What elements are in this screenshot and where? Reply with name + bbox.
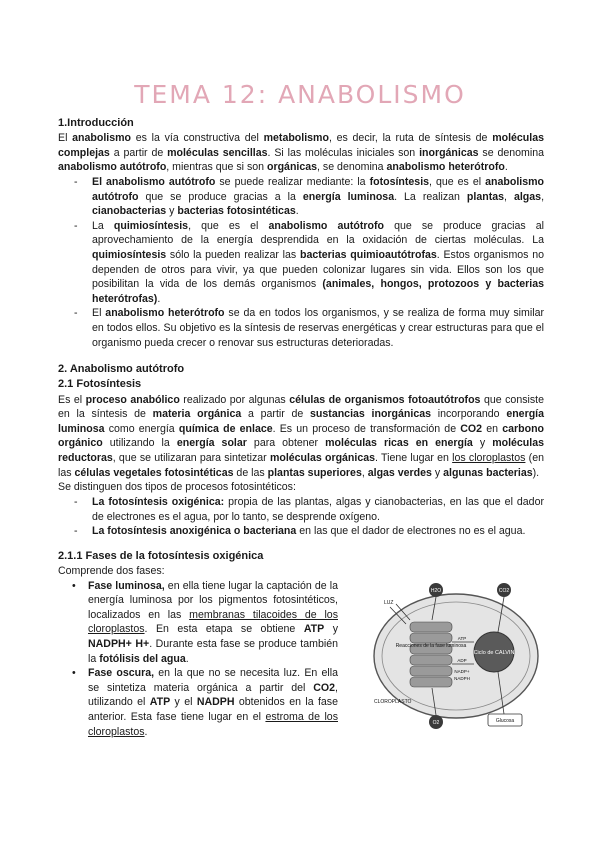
glucose-label: Glucosa [495,717,515,724]
h2o-label: H2O [430,587,442,594]
list-item-anoxigenica: - La fotosíntesis anoxigénica o bacteriana en las que el dador de electrones no es el agua. [92,524,544,539]
luz-label: LUZ [384,599,394,606]
phases-block [58,564,544,739]
types-intro: Se distinguen dos tipos de procesos fotosintéticos: [58,481,296,494]
nadph-label: NADPH [454,675,470,681]
list-item-heterotrofo: - El anabolismo heterótrofo se da en todos los organismos, y se realiza de forma muy similar en todos ellos. Su objetivo es la síntesis de reservas energéticas y crear estructuras para que el organismo pueda crecer o renovar sus estructuras deterioradas. [92,306,544,350]
phases-list [58,579,338,740]
co2-label: CO2 [498,587,510,594]
nadp-label: NADP+ [454,668,470,674]
list-item-autotrofo: - El anabolismo autótrofo se puede realizar mediante: la fotosíntesis, que es el anabolismo autótrofo que se produce gracias a la energía luminosa. La realizan plantas, algas, cianobacterias y bacterias fotosintéticas. [92,175,544,219]
adp-label: ADP [457,657,467,663]
subsection-heading-fotosintesis: 2.1 Fotosíntesis [58,378,142,391]
page-title: TEMA 12: ANABOLISMO [134,80,466,109]
list-item-fase-luminosa: • Fase luminosa, en ella tiene lugar la captación de la energía luminosa por los pigmentos fotosintéticos, localizados en las membranas tilacoides de los cloroplastos. En esta etapa se obtiene ATP y NADPH+ H+. Durante esta fase se produce también la fotólisis del agua. [88,579,338,667]
subsection-heading-fases: 2.1.1 Fases de la fotosíntesis oxigénica [58,549,264,562]
chloroplast-diagram [370,580,546,730]
fotosintesis-paragraph: Es el proceso anabólico realizado por algunas células de organismos fotoautótrofos que consiste en la síntesis de materia orgánica a partir de sustancias inorgánicas incorporando energía luminosa como energía química de enlace. Es un proceso de transformación de CO2 en carbono orgánico utilizando la energía solar para obtener moléculas ricas en energía y moléculas reductoras, que se utilizaran para sintetizar moléculas orgánicas. Tiene lugar en los cloroplastos (en las células vegetales fotosintéticas de las plantas superiores, algas verdes y algunas bacterias). [58,393,545,479]
phases-text [58,564,338,739]
phases-intro: Comprende dos fases: [58,564,165,577]
thylakoid-label: Reacciones de la fase luminosa [395,642,467,649]
o2-label: O2 [432,719,440,726]
chloroplast-label: CLOROPLASTO [374,698,412,705]
types-list [58,495,544,539]
intro-list [58,175,544,350]
document-content [58,116,544,739]
list-item-fase-oscura: • Fase oscura, en la que no se necesita luz. En ella se sintetiza materia orgánica a partir del CO2, utilizando el ATP y el NADPH obtenidos en la fase anterior. Esta fase tiene lugar en el estroma de los cloroplastos. [88,666,338,739]
calvin-label: Ciclo de CALVIN [473,649,515,656]
section-heading-autotrofo: 2. Anabolismo autótrofo [58,363,185,376]
list-item-oxigenica: - La fotosíntesis oxigénica: propia de las plantas, algas y cianobacterias, en las que el dador de electrones es el agua, por lo tanto, se desprende oxígeno. [92,495,544,524]
intro-paragraph: El anabolismo es la vía constructiva del metabolismo, es decir, la ruta de síntesis de moléculas complejas a partir de moléculas sencillas. Si las moléculas iniciales son inorgánicas se denomina anabolismo autótrofo, mientras que si son orgánicas, se denomina anabolismo heterótrofo. [58,132,545,174]
atp-label: ATP [457,635,467,641]
list-item-quimiosintesis: - La quimiosíntesis, que es el anabolismo autótrofo que se produce gracias al aprovechamiento de la energía desprendida en la oxidación de ciertas moléculas. La quimiosíntesis sólo la pueden realizar las bacterias quimioautótrofas. Estos organismos no dependen de otros para vivir, ya que pueden colonizar lugares sin vida. Ellos son los que posibilitan la vida de los demás organismos (animales, hongos, protozoos y bacterias heterótrofas). [92,219,544,307]
section-heading-introduccion: 1.Introducción [58,117,134,129]
